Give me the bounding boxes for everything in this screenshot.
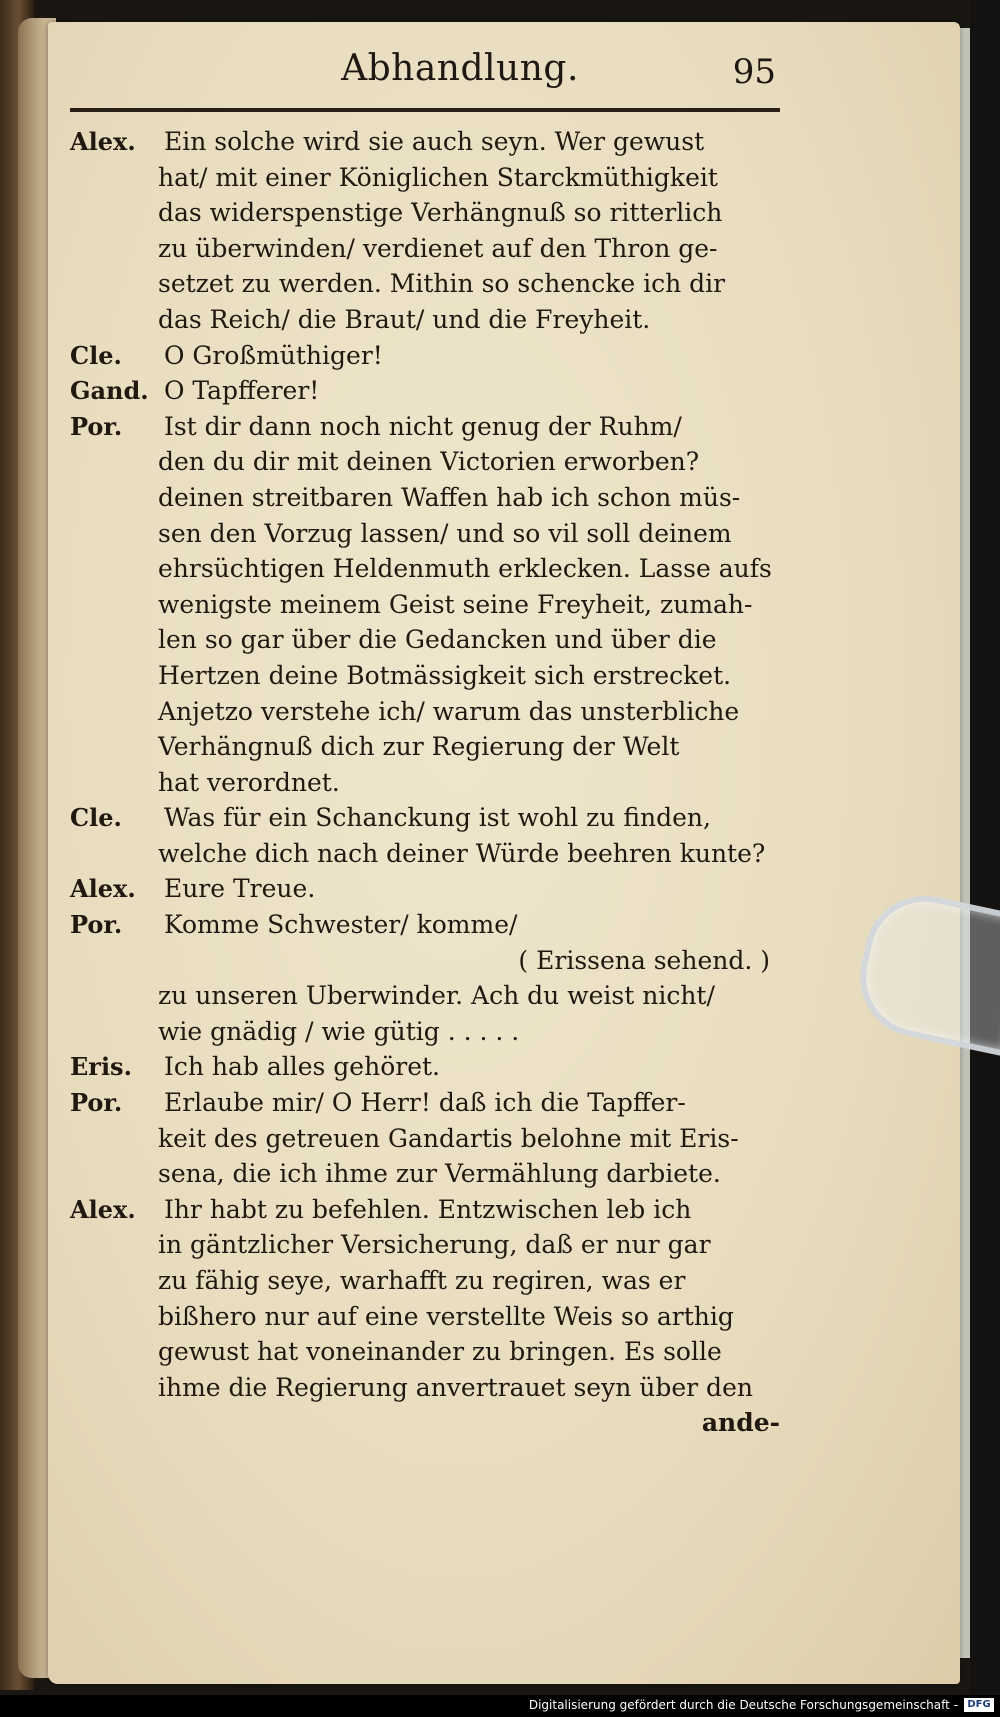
line-text: Ich hab alles gehöret. — [163, 1052, 440, 1082]
line-text: len so gar über die Gedancken und über die — [158, 625, 717, 655]
speech-block — [70, 1192, 790, 1406]
line-text: ihme die Regierung anvertrauet seyn über den — [158, 1372, 753, 1402]
text-line — [70, 765, 790, 801]
line-text: setzet zu werden. Mithin so schencke ich dir — [158, 269, 726, 299]
speech-block — [70, 800, 790, 871]
text-line — [70, 1121, 790, 1157]
line-text: bißhero nur auf eine verstellte Weis so arthig — [158, 1301, 734, 1331]
stage-direction: ( Erissena sehend. ) — [518, 945, 770, 975]
line-text: Ihr habt zu befehlen. Entzwischen leb ich — [163, 1194, 692, 1224]
text-line — [70, 1156, 790, 1192]
speaker-label: Eris. — [70, 1052, 132, 1082]
line-text: zu überwinden/ verdienet auf den Thron ge- — [158, 233, 718, 263]
speech-block — [70, 1049, 790, 1085]
text-line — [70, 516, 790, 552]
header-rule — [70, 108, 780, 112]
text-line — [70, 694, 790, 730]
dfg-logo: DFG — [964, 1698, 994, 1712]
text-line — [70, 195, 790, 231]
running-head: Abhandlung. — [341, 48, 579, 89]
text-line — [70, 1263, 790, 1299]
line-text: deinen streitbaren Waffen hab ich schon müs- — [158, 482, 741, 512]
text-line — [70, 729, 790, 765]
text-line — [70, 1370, 790, 1406]
text-line — [70, 1192, 790, 1228]
line-text: das Reich/ die Braut/ und die Freyheit. — [158, 304, 651, 334]
speech-block — [70, 1085, 790, 1192]
line-text: wenigste meinem Geist seine Freyheit, zumah- — [158, 589, 753, 619]
speech-block — [70, 907, 790, 943]
text-line — [70, 836, 790, 872]
line-text: hat/ mit einer Königlichen Starckmüthigkeit — [158, 162, 718, 192]
line-text: Anjetzo verstehe ich/ warum das unsterbliche — [158, 696, 740, 726]
speech-block — [70, 373, 790, 409]
speech-block — [70, 978, 790, 1049]
line-text: Verhängnuß dich zur Regierung der Welt — [158, 732, 680, 762]
speaker-label: Por. — [70, 411, 123, 441]
line-text: den du dir mit deinen Victorien erworben? — [158, 447, 700, 477]
scan-background — [970, 0, 1000, 1717]
line-text: sena, die ich ihme zur Vermählung darbiete. — [158, 1159, 721, 1189]
text-line — [70, 373, 790, 409]
speaker-label: Por. — [70, 1088, 123, 1118]
text-line — [70, 658, 790, 694]
text-line — [70, 1085, 790, 1121]
speaker-label: Alex. — [70, 127, 136, 156]
line-text: welche dich nach deiner Würde beehren kunte? — [158, 838, 766, 868]
text-line — [70, 124, 790, 160]
page-header — [70, 44, 780, 104]
text-line — [70, 302, 790, 338]
text-line — [70, 907, 790, 943]
text-line — [70, 871, 790, 907]
speech-block — [70, 409, 790, 801]
line-text: zu unseren Uberwinder. Ach du weist nicht/ — [158, 981, 715, 1011]
text-line — [70, 1334, 790, 1370]
text-line — [70, 587, 790, 623]
catchword: ande- — [701, 1408, 780, 1438]
line-text: O Tapfferer! — [163, 376, 320, 406]
text-line — [70, 1049, 790, 1085]
line-text: Eure Treue. — [163, 874, 316, 904]
speech-block — [70, 943, 790, 979]
page-number: 95 — [732, 52, 776, 92]
line-text: keit des getreuen Gandartis belohne mit Eris- — [158, 1123, 739, 1153]
text-line — [70, 622, 790, 658]
speech-block — [70, 124, 790, 338]
speaker-label: Cle. — [70, 340, 122, 370]
text-line — [70, 160, 790, 196]
text-line — [70, 1014, 790, 1050]
line-text: gewust hat voneinander zu bringen. Es solle — [158, 1337, 722, 1367]
text-line — [70, 338, 790, 374]
line-text: sen den Vorzug lassen/ und so vil soll deinem — [158, 518, 732, 548]
text-line — [70, 978, 790, 1014]
text-line — [70, 1299, 790, 1335]
line-text: O Großmüthiger! — [163, 340, 383, 370]
text-line — [70, 800, 790, 836]
text-line — [70, 1227, 790, 1263]
line-text: in gäntzlicher Versicherung, daß er nur gar — [158, 1230, 711, 1260]
line-text: wie gnädig / wie gütig . . . . . — [158, 1016, 520, 1046]
line-text: das widerspenstige Verhängnuß so ritterlich — [158, 198, 723, 228]
line-text: Erlaube mir/ O Herr! daß ich die Tapffer- — [163, 1088, 686, 1118]
line-text: Ist dir dann noch nicht genug der Ruhm/ — [163, 411, 682, 441]
speaker-label: Alex. — [70, 1194, 136, 1224]
speech-block — [70, 871, 790, 907]
footer-credit: Digitalisierung gefördert durch die Deutsche Forschungsgemeinschaft - — [528, 1698, 958, 1712]
speaker-label: Por. — [70, 910, 123, 940]
text-line — [70, 551, 790, 587]
text-line — [70, 444, 790, 480]
line-text: Komme Schwester/ komme/ — [163, 910, 518, 940]
line-text: Ein solche wird sie auch seyn. Wer gewust — [163, 127, 705, 156]
text-line — [70, 480, 790, 516]
text-line — [70, 266, 790, 302]
text-line — [70, 409, 790, 445]
line-text: zu fähig seye, warhafft zu regiren, was er — [158, 1266, 686, 1295]
speaker-label: Alex. — [70, 874, 136, 904]
line-text: Was für ein Schanckung ist wohl zu finden, — [163, 803, 711, 833]
speech-block — [70, 338, 790, 374]
dialogue-text — [70, 124, 790, 1441]
line-text: ehrsüchtigen Heldenmuth erklecken. Lasse aufs — [158, 554, 772, 584]
speaker-label: Cle. — [70, 803, 122, 833]
text-line — [70, 231, 790, 267]
line-text: hat verordnet. — [158, 767, 340, 797]
speaker-label: Gand. — [70, 376, 149, 406]
line-text: Hertzen deine Botmässigkeit sich erstrecket. — [158, 660, 732, 690]
